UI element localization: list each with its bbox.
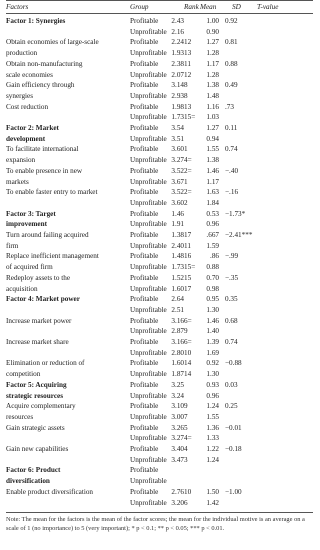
table-row [0,48,319,58]
cell-factor: diversification [6,477,50,486]
cell-tvalue: 0.25 [225,402,238,411]
header-group: Group [130,3,149,11]
cell-sd: 1.38 [206,156,219,165]
cell-factor: Acquire complementary [6,402,76,411]
cell-sd: 1.27 [206,124,219,132]
cell-sd: 0.96 [206,391,219,400]
cell-sd: 1.40 [206,327,219,336]
table-row [0,251,319,261]
top-rule [6,0,313,1]
table-row [0,219,319,229]
table-row [0,59,319,69]
cell-rank: 8 [184,91,188,100]
cell-tvalue: 0.49 [225,81,238,90]
cell-sd: 1.50 [206,487,219,496]
cell-factor: Increase market power [6,316,72,325]
cell-tvalue: 0.03 [225,380,238,389]
table-row [0,273,319,283]
table-row [0,155,319,165]
cell-factor: Cost reduction [6,102,49,111]
cell-sd: 1.46 [206,166,219,175]
cell-sd: 1.33 [206,434,219,443]
cell-sd: 1.17 [206,59,219,68]
cell-mean: 1.87 [171,370,184,379]
cell-mean: 3.14 [171,81,184,90]
cell-rank: 2= [184,166,192,175]
cell-mean: 3.54 [171,124,184,132]
table-row [0,112,319,122]
cell-factor: Factor 3: Target [6,209,56,218]
cell-mean: 3.16 [171,316,184,325]
cell-group: Profitable [130,445,159,453]
cell-rank: 9 [184,327,188,336]
cell-sd: 1.28 [206,70,219,79]
header-rank: Rank [184,3,199,11]
cell-group: Profitable [130,466,159,475]
table-row [0,433,319,443]
cell-sd: 1.03 [206,113,219,122]
cell-factor: Obtain non-manufacturing [6,59,83,68]
cell-tvalue: 0.81 [225,38,238,47]
cell-sd: 1.42 [206,498,219,507]
table-row [0,337,319,347]
cell-rank: 13 [184,49,192,58]
cell-mean: 1.93 [171,49,184,58]
cell-sd: .86 [210,252,219,261]
cell-rank: 4= [184,434,192,443]
cell-group: Unprofitable [130,327,167,336]
cell-group: Unprofitable [130,156,167,165]
cell-mean: 2.80 [171,348,184,357]
cell-group: Unprofitable [130,477,167,486]
table-row [0,262,319,272]
cell-mean: 1.98 [171,102,184,111]
cell-tvalue: 0.74 [225,145,238,154]
cell-sd: 1.59 [206,241,219,250]
cell-mean: 2.64 [171,295,184,304]
cell-tvalue: 0.92 [225,17,238,25]
cell-mean: 1.60 [171,284,184,293]
cell-group: Unprofitable [130,305,167,314]
cell-factor: competition [6,370,41,379]
table-row [0,423,319,433]
cell-sd: 1.39 [206,338,219,346]
cell-tvalue: .73 [225,102,234,111]
cell-group: Profitable [130,338,159,346]
cell-mean: 2.43 [171,17,184,25]
cell-group: Profitable [130,295,159,304]
cell-factor: Replace inefficient management [6,252,99,261]
cell-group: Profitable [130,487,159,496]
cell-mean: 3.67 [171,177,184,186]
cell-factor: development [6,134,46,143]
cell-mean: 3.27 [171,156,184,165]
cell-mean: 2.24 [171,38,184,47]
table-row [0,294,319,304]
cell-group: Unprofitable [130,263,167,272]
cell-tvalue: −.40 [225,166,239,175]
table-row [0,455,319,465]
cell-group: Unprofitable [130,198,167,207]
table-row [0,412,319,422]
cell-rank: 4= [184,156,192,165]
cell-factor: markets [6,177,29,186]
cell-group: Unprofitable [130,498,167,507]
table-row [0,187,319,197]
cell-sd: 0.93 [206,380,219,389]
cell-rank: 8 [184,81,188,90]
cell-sd: 1.46 [206,316,219,325]
cell-factor: Gain efficiency through [6,81,75,90]
cell-group: Unprofitable [130,91,167,100]
cell-factor: Factor 4: Market power [6,295,80,304]
table-row [0,123,319,133]
table-row [0,102,319,112]
cell-mean: 1.48 [171,252,184,261]
cell-sd: 0.95 [206,295,219,304]
cell-rank: 13 [184,102,192,111]
cell-rank: 12 [184,38,192,47]
cell-mean: 2.76 [171,487,184,496]
table-row [0,134,319,144]
table-row [0,230,319,240]
header-tvalue: T-value [257,3,279,11]
header-rule [6,13,313,14]
table-row [0,166,319,176]
cell-tvalue: 0.68 [225,316,238,325]
cell-factor: Elimination or reduction of [6,359,85,368]
cell-rank: 17 [184,284,192,293]
cell-mean: 3.27 [171,434,184,443]
cell-rank: 15 [184,273,192,282]
cell-mean: 2.16 [171,27,184,36]
cell-mean: 3.52 [171,188,184,197]
table-row [0,380,319,390]
cell-rank: 5 [184,423,188,432]
cell-group: Profitable [130,17,159,25]
table-row [0,284,319,294]
cell-group: Profitable [130,188,159,197]
cell-rank: 1 [184,145,188,154]
cell-mean: 1.91 [171,220,184,229]
cell-sd: .667 [206,231,219,239]
header-mean: Mean [200,3,217,11]
cell-factor: Factor 1: Synergies [6,17,66,25]
cell-mean: 1.46 [171,209,184,218]
cell-mean: 1.73 [171,113,184,122]
cell-group: Unprofitable [130,241,167,250]
cell-mean: 3.26 [171,423,184,432]
cell-mean: 3.52 [171,166,184,175]
cell-tvalue: 0.35 [225,295,238,304]
cell-rank: 16 [184,252,192,261]
cell-sd: 1.00 [206,17,219,25]
cell-group: Profitable [130,231,159,239]
cell-rank: 15= [184,113,196,122]
cell-rank: 1 [184,177,188,186]
cell-mean: 1.73 [171,263,184,272]
cell-mean: 3.20 [171,498,184,507]
cell-mean: 2.40 [171,241,184,250]
table-row [0,487,319,497]
cell-group: Unprofitable [130,49,167,58]
cell-rank: 3 [184,455,188,464]
cell-group: Unprofitable [130,370,167,379]
cell-sd: 1.24 [206,455,219,464]
cell-sd: 1.28 [206,49,219,58]
table-row [0,209,319,219]
cell-group: Unprofitable [130,177,167,186]
cell-group: Unprofitable [130,391,167,400]
cell-group: Profitable [130,252,159,261]
cell-sd: 0.53 [206,209,219,218]
cell-rank: 10 [184,348,192,357]
cell-group: Unprofitable [130,455,167,464]
cell-tvalue: −0.18 [225,445,242,453]
cell-factor: Obtain economies of large-scale [6,38,99,47]
cell-group: Unprofitable [130,434,167,443]
cell-sd: 0.92 [206,359,219,368]
cell-group: Unprofitable [130,70,167,79]
header-sd: SD [232,3,241,11]
cell-tvalue: −.16 [225,188,239,197]
cell-sd: 1.48 [206,91,219,100]
cell-mean: 1.38 [171,231,184,239]
table-note: Note: The mean for the factors is the mean of the factor scores; the mean for the individual motive is an average on a scale of 1 (no importance) to 5 (very important); * p < 0.1; ** p < 0.05; *** p < 0.01. [6,516,305,532]
cell-group: Profitable [130,380,159,389]
cell-group: Profitable [130,145,159,154]
cell-sd: 1.27 [206,38,219,47]
cell-rank: 17 [184,231,192,239]
cell-factor: Redeploy assets to the [6,273,71,282]
table-row [0,498,319,508]
cell-rank: 6 [184,498,188,507]
cell-group: Unprofitable [130,27,167,36]
table-row [0,305,319,315]
cell-tvalue: −1.73* [225,209,246,218]
cell-factor: strategic resources [6,391,64,400]
cell-factor: Factor 6: Product [6,466,61,475]
table-row [0,241,319,251]
table-row [0,476,319,486]
cell-rank: 9 [184,402,188,411]
cell-factor: Enable product diversification [6,487,94,496]
cell-group: Profitable [130,316,159,325]
cell-sd: 1.69 [206,348,219,357]
table-row [0,144,319,154]
cell-group: Profitable [130,209,159,218]
cell-sd: 1.36 [206,423,219,432]
cell-tvalue: 0.88 [225,59,238,68]
cell-sd: 1.22 [206,445,219,453]
cell-mean: 3.60 [171,198,184,207]
cell-sd: 0.98 [206,284,219,293]
table-row [0,177,319,187]
cell-group: Profitable [130,59,159,68]
table-row [0,444,319,454]
cell-rank: 2= [184,188,192,197]
cell-mean: 3.40 [171,445,184,453]
cell-mean: 2.51 [171,305,184,314]
cell-group: Profitable [130,273,159,282]
cell-mean: 2.07 [171,70,184,79]
cell-mean: 2.93 [171,91,184,100]
cell-mean: 3.47 [171,455,184,464]
cell-group: Profitable [130,166,159,175]
table-row [0,198,319,208]
cell-sd: 1.30 [206,305,219,314]
table-row [0,27,319,37]
table-row [0,70,319,80]
cell-rank: 10 [184,487,192,496]
table-row [0,91,319,101]
cell-group: Profitable [130,81,159,90]
cell-factor: Turn around failing acquired [6,231,89,239]
cell-tvalue: −.35 [225,273,239,282]
table-row [0,391,319,401]
cell-group: Unprofitable [130,220,167,229]
cell-tvalue: −2.41*** [225,231,253,239]
table-row [0,16,319,26]
table-row [0,326,319,336]
cell-group: Unprofitable [130,113,167,122]
bottom-rule [6,512,313,513]
header-factors: Factors [6,3,29,11]
cell-sd: 0.88 [206,263,219,272]
cell-sd: 1.16 [206,102,219,111]
cell-factor: Factor 2: Market [6,124,59,132]
cell-sd: 1.17 [206,177,219,186]
cell-mean: 1.60 [171,359,184,368]
cell-group: Profitable [130,38,159,47]
cell-rank: 7 [184,412,188,421]
cell-sd: 0.70 [206,273,219,282]
cell-factor: acquisition [6,284,38,293]
cell-factor: firm [6,241,19,250]
cell-sd: 0.94 [206,134,219,143]
cell-rank: 6= [184,316,192,325]
table-row [0,316,319,326]
cell-factor: To enable presence in new [6,166,83,175]
cell-factor: scale economies [6,70,53,79]
table-row [0,358,319,368]
cell-mean: 1.52 [171,273,184,282]
table-row [0,348,319,358]
cell-tvalue: −1.00 [225,487,242,496]
cell-rank: 4 [184,445,188,453]
cell-factor: To enable faster entry to market [6,188,98,197]
cell-tvalue: −.99 [225,252,239,261]
table-row [0,465,319,475]
cell-sd: 0.96 [206,220,219,229]
cell-tvalue: −0.88 [225,359,242,368]
cell-group: Unprofitable [130,348,167,357]
cell-mean: 2.38 [171,59,184,68]
cell-factor: production [6,49,38,58]
cell-factor: expansion [6,156,36,165]
cell-mean: 3.60 [171,145,184,154]
cell-rank: 15= [184,263,196,272]
cell-group: Unprofitable [130,134,167,143]
table-row [0,401,319,411]
cell-mean: 3.51 [171,134,184,143]
cell-rank: 14 [184,370,192,379]
cell-rank: 2 [184,198,188,207]
cell-tvalue: 0.11 [225,124,238,132]
cell-sd: 1.63 [206,188,219,197]
cell-sd: 0.90 [206,27,219,36]
cell-group: Profitable [130,124,159,132]
cell-factor: To facilitate international [6,145,79,154]
cell-mean: 3.00 [171,412,184,421]
cell-mean: 3.25 [171,380,184,389]
cell-rank: 12 [184,70,192,79]
cell-tvalue: −0.01 [225,423,242,432]
cell-mean: 2.87 [171,327,184,336]
cell-group: Unprofitable [130,284,167,293]
table-row [0,37,319,47]
cell-rank: 6= [184,338,192,346]
cell-sd: 1.55 [206,145,219,154]
cell-rank: 14 [184,359,192,368]
cell-factor: of acquired firm [6,263,53,272]
cell-factor: resources [6,412,34,421]
table-row [0,80,319,90]
cell-factor: improvement [6,220,47,229]
cell-factor: Gain strategic assets [6,423,65,432]
cell-factor: Factor 5: Acquiring [6,380,67,389]
cell-tvalue: 0.74 [225,338,238,346]
cell-sd: 1.84 [206,198,219,207]
cell-sd: 1.30 [206,370,219,379]
cell-factor: Gain new capabilities [6,445,69,453]
cell-sd: 1.38 [206,81,219,90]
cell-group: Profitable [130,423,159,432]
cell-mean: 3.16 [171,338,184,346]
cell-rank: 11 [184,241,191,250]
table-row [0,369,319,379]
cell-factor: synergies [6,91,34,100]
cell-group: Unprofitable [130,412,167,421]
cell-factor: Increase market share [6,338,69,346]
cell-sd: 1.24 [206,402,219,411]
cell-group: Profitable [130,102,159,111]
cell-group: Profitable [130,402,159,411]
cell-group: Profitable [130,359,159,368]
cell-mean: 3.24 [171,391,184,400]
cell-sd: 1.55 [206,412,219,421]
cell-mean: 3.10 [171,402,184,411]
cell-rank: 11 [184,59,191,68]
